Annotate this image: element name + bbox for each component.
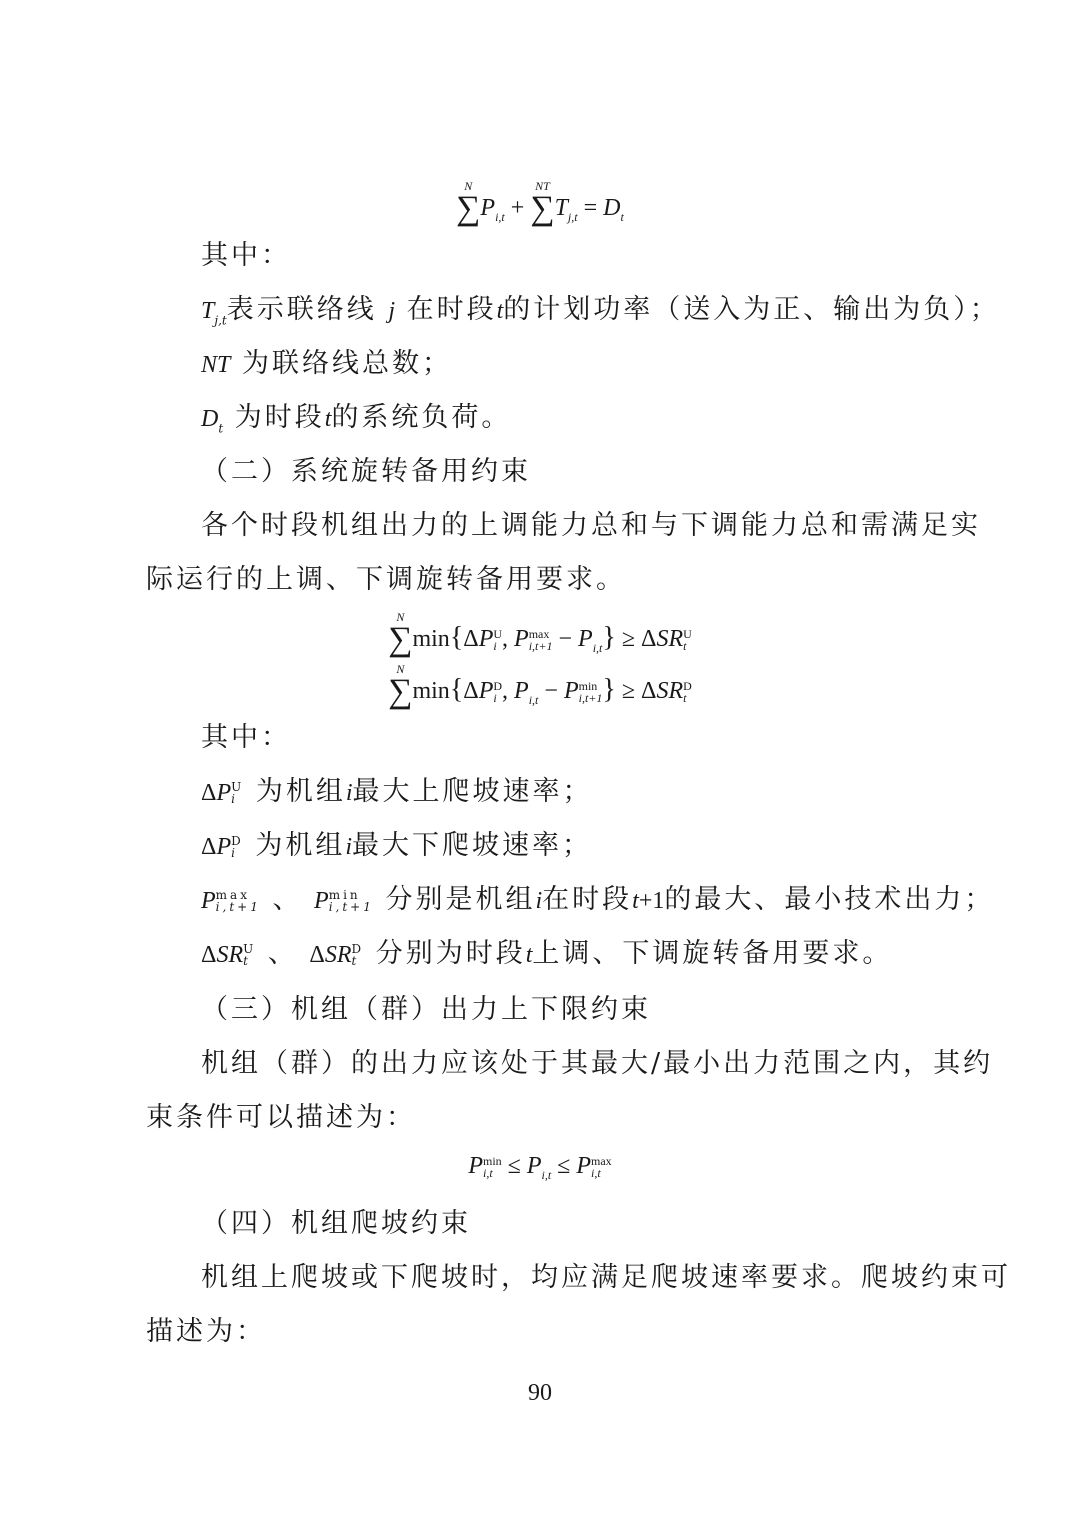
paragraph-4-line-2: 描述为：: [146, 1316, 266, 1347]
definition-tie-line-power: $T_{j,t}$表示联络线 j 在时段t的计划功率（送入为正、输出为负）；: [201, 294, 1000, 328]
definition-up-ramp: ΔP U i 为机组i最大上爬坡速率；: [201, 776, 593, 807]
section-heading-4: （四）机组爬坡约束: [201, 1208, 471, 1239]
definition-spinning-reserve: ΔSR U t 、 ΔSR D t 分别为时段t上调、下调旋转备用要求。: [201, 938, 893, 969]
label-qizhong-2: 其中：: [201, 722, 291, 753]
section-heading-3: （三）机组（群）出力上下限约束: [201, 994, 651, 1025]
paragraph-2-line-1: 各个时段机组出力的上调能力总和与下调能力总和需满足实: [201, 510, 981, 541]
definition-nt: NT 为联络线总数；: [201, 348, 452, 379]
definition-load: $D_t$ 为时段t的系统负荷。: [201, 402, 512, 436]
definition-down-ramp: ΔP D i 为机组i最大下爬坡速率；: [201, 830, 592, 861]
equation-power-balance: ∑ N $P_{i,t}$ + ∑ NT $T_{j,t} = D_t$: [456, 179, 624, 227]
equation-up-reserve: ∑ N min{ΔP U i , P max i,t+1 − $P_{i,t}\} \ge \Delta SR$ U t: [388, 610, 692, 658]
definition-max-min-output: P max i,t+1 、 P min i,t+1 分别是机组i在时段t+1的最大、最小技术出力；: [201, 884, 995, 915]
equation-down-reserve: ∑ N min{ΔP D i , $P_{i,t} - P$ min i,t+1 } ≥ ΔSR D t: [388, 662, 692, 710]
page-number: 90: [528, 1380, 552, 1406]
section-heading-2: （二）系统旋转备用约束: [201, 456, 531, 487]
paragraph-4-line-1: 机组上爬坡或下爬坡时，均应满足爬坡速率要求。爬坡约束可: [201, 1262, 1011, 1293]
paragraph-3-line-2: 束条件可以描述为：: [146, 1102, 416, 1133]
paragraph-3-line-1: 机组（群）的出力应该处于其最大/最小出力范围之内，其约: [201, 1048, 994, 1079]
paragraph-2-line-2: 际运行的上调、下调旋转备用要求。: [146, 564, 626, 595]
label-qizhong-1: 其中：: [201, 240, 291, 271]
equation-output-limits: P min i,t ≤ $P_{i,t} \le P$ max i,t: [468, 1153, 612, 1182]
